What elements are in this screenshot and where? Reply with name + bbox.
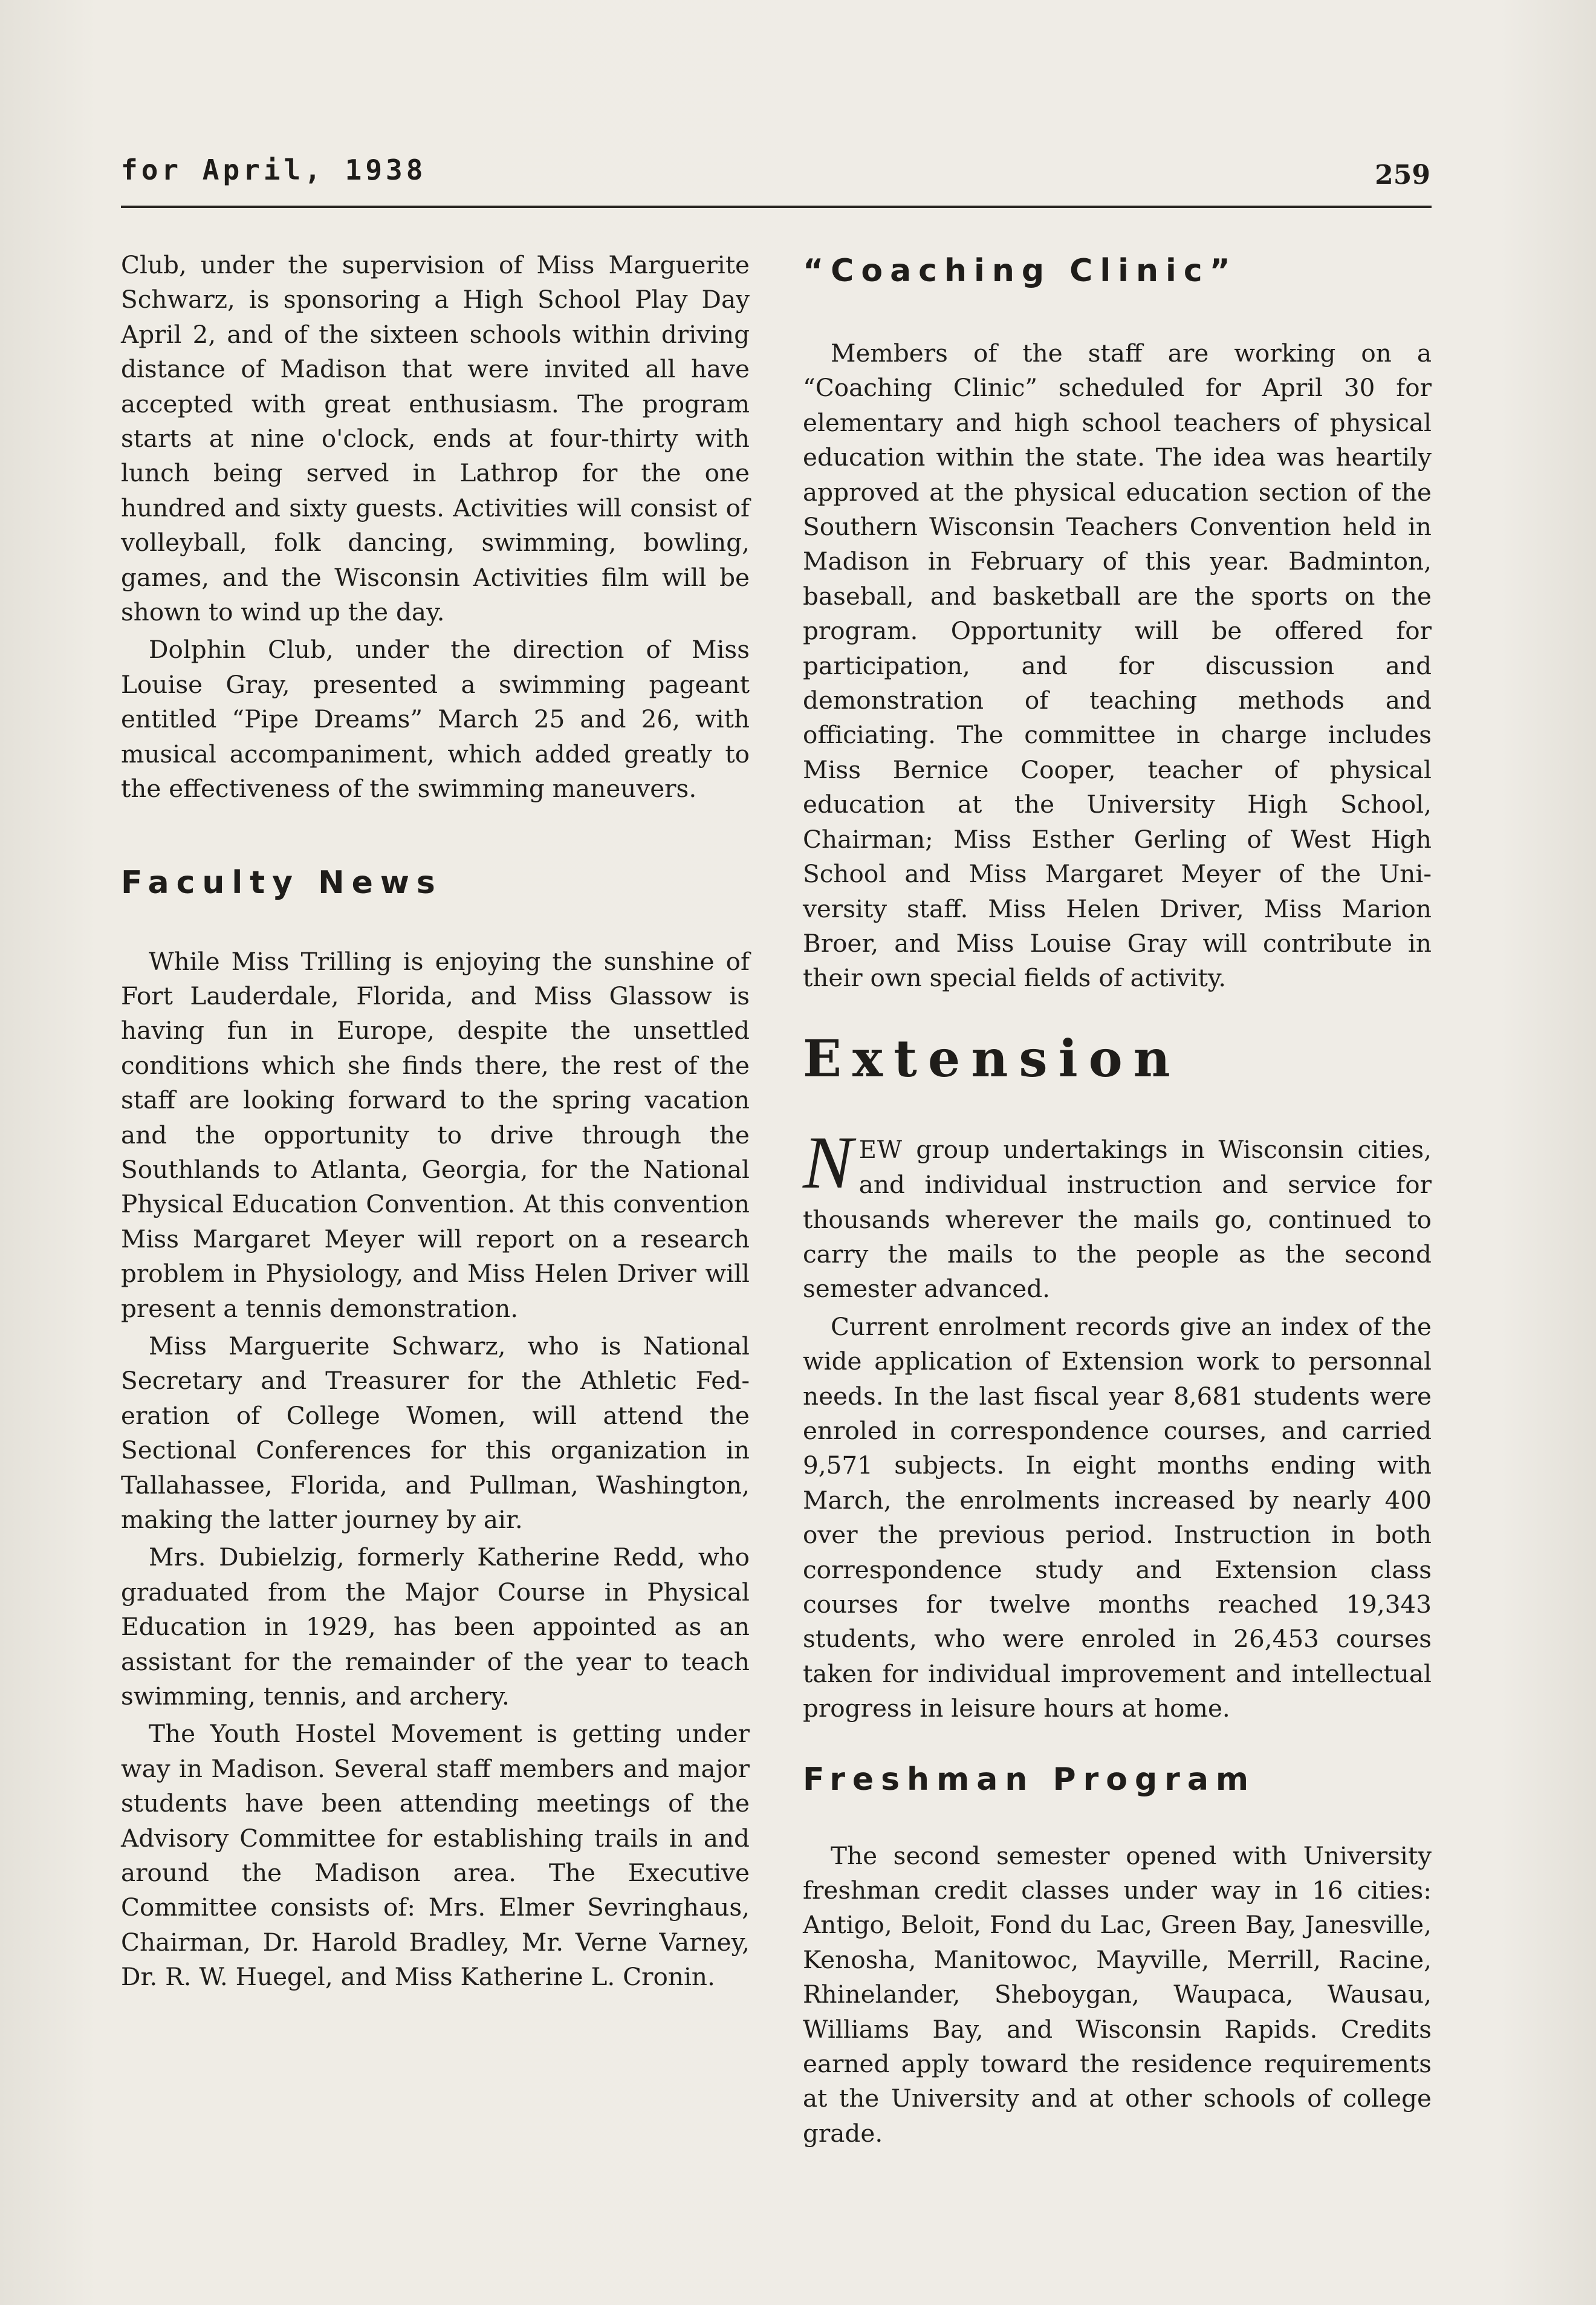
- faculty-paragraph-3: Mrs. Dubielzig, formerly Katherine Redd, who graduated from the Major Course in Physical Education in 1929, has been appointed as an assistant for the remainder of the year to teach swimming, tennis, and archery.: [121, 1543, 750, 1711]
- header-rule: [121, 206, 1432, 208]
- page-number: 259: [1375, 160, 1430, 190]
- extension-paragraph-2: Current enrolment records give an index of the wide application of Extension work to personnal needs. In the last fiscal year 8,681 students were enroled in correspondence courses, and carried 9,571 subjects. In eight months ending with March, the enrolments increased by nearly 400 over the previous period. Instruction in both correspondence study and Extension class courses for twelve months reached 19,343 students, who were enroled in 26,453 courses taken for individual improvement and intellectual progress in leisure hours at home.: [803, 1312, 1432, 1723]
- freshman-program-heading: Freshman Program: [803, 1761, 1256, 1798]
- extension-paragraph-1: [803, 1120, 1432, 1307]
- coaching-clinic-heading: “Coaching Clinic”: [803, 253, 1238, 289]
- faculty-paragraph-1: While Miss Trilling is enjoying the sunshine of Fort Lauderdale, Florida, and Miss Glassow is having fun in Europe, despite the unsettled conditions which she finds there, the rest of the staff are looking forward to the spring vacation and the opportunity to drive through the Southlands to Atlanta, Georgia, for the National Physical Education Convention. At this convention Miss Margaret Meyer will report on a research problem in Physiology, and Miss Helen Driver will present a tennis demonstration.: [121, 946, 750, 1323]
- extension-heading: Extension: [803, 1028, 1181, 1088]
- dolphin-club-paragraph: Dolphin Club, under the direction of Miss Louise Gray, presented a swimming pageant entitled “Pipe Dreams” March 25 and 26, with musical accompaniment, which added greatly to the effectiveness of the swimming maneuvers.: [121, 635, 750, 804]
- faculty-paragraph-2: Miss Marguerite Schwarz, who is National Secretary and Treasurer for the Athletic Federation of College Women, will attend the Sectional Conferences for this organization in Tallahassee, Florida, and Pullman, Washington, making the latter journey by air.: [121, 1331, 750, 1534]
- faculty-news-heading: Faculty News: [121, 864, 443, 901]
- faculty-paragraph-4: The Youth Hostel Movement is getting under way in Madison. Several staff members and major students have been attending meetings of the Advisory Committee for establishing trails in and around the Madison area. The Executive Committee consists of: Mrs. Elmer Sevringhaus, Chairman, Dr. Harold Bradley, Mr. Verne Varney, Dr. R. W. Huegel, and Miss Katherine L. Cronin.: [121, 1719, 750, 1992]
- freshman-program-paragraph: The second semester opened with University freshman credit classes under way in 16 cities: Antigo, Beloit, Fond du Lac, Green Bay, Janesville, Kenosha, Manitowoc, Mayville, Merrill, Racine, Rhinelander, Sheboygan, Waupaca, Wausau, Williams Bay, and Wisconsin Rapids. Credits earned apply toward the residence requirements at the University and at other schools of college grade.: [803, 1841, 1432, 2148]
- coaching-clinic-paragraph: Members of the staff are working on a “Coaching Clinic” scheduled for April 30 for elementary and high school teachers of physical education within the state. The idea was heartily approved at the physical education section of the Southern Wisconsin Teachers Convention held in Madison in February of this year. Badminton, baseball, and basketball are the sports on the program. Opportunity will be offered for participation, and for discussion and demonstration of teaching methods and officiating. The committee in charge includes Miss Bernice Cooper, teacher of physical education at the University High School, Chairman; Miss Esther Gerling of West High School and Miss Margaret Meyer of the University staff. Miss Helen Driver, Miss Marion Broer, and Miss Louise Gray will contribute in their own special fields of activity.: [803, 339, 1432, 993]
- left-column: [121, 248, 750, 1995]
- running-head: for April, 1938: [121, 154, 427, 186]
- club-paragraph: Club, under the supervision of Miss Marguerite Schwarz, is sponsoring a High School Play Day April 2, and of the sixteen schools within driving distance of Madison that were invited all have accepted with great enthusiasm. The program starts at nine o'clock, ends at four-thirty with lunch being served in Lathrop for the one hundred and sixty guests. Activities will consist of volleyball, folk dancing, swimming, bowling, games, and the Wisconsin Activities film will be shown to wind up the day.: [121, 250, 750, 627]
- lead-in-caps: EW: [858, 1136, 903, 1164]
- drop-cap: N: [803, 1120, 853, 1204]
- right-column: [803, 248, 1432, 2151]
- extension-paragraph-1-text: group undertakings in Wisconsin cities, and individual instruction and service for thousands wherever the mails go, continued to carry the mails to the people as the second semester advanced.: [803, 1134, 1432, 1304]
